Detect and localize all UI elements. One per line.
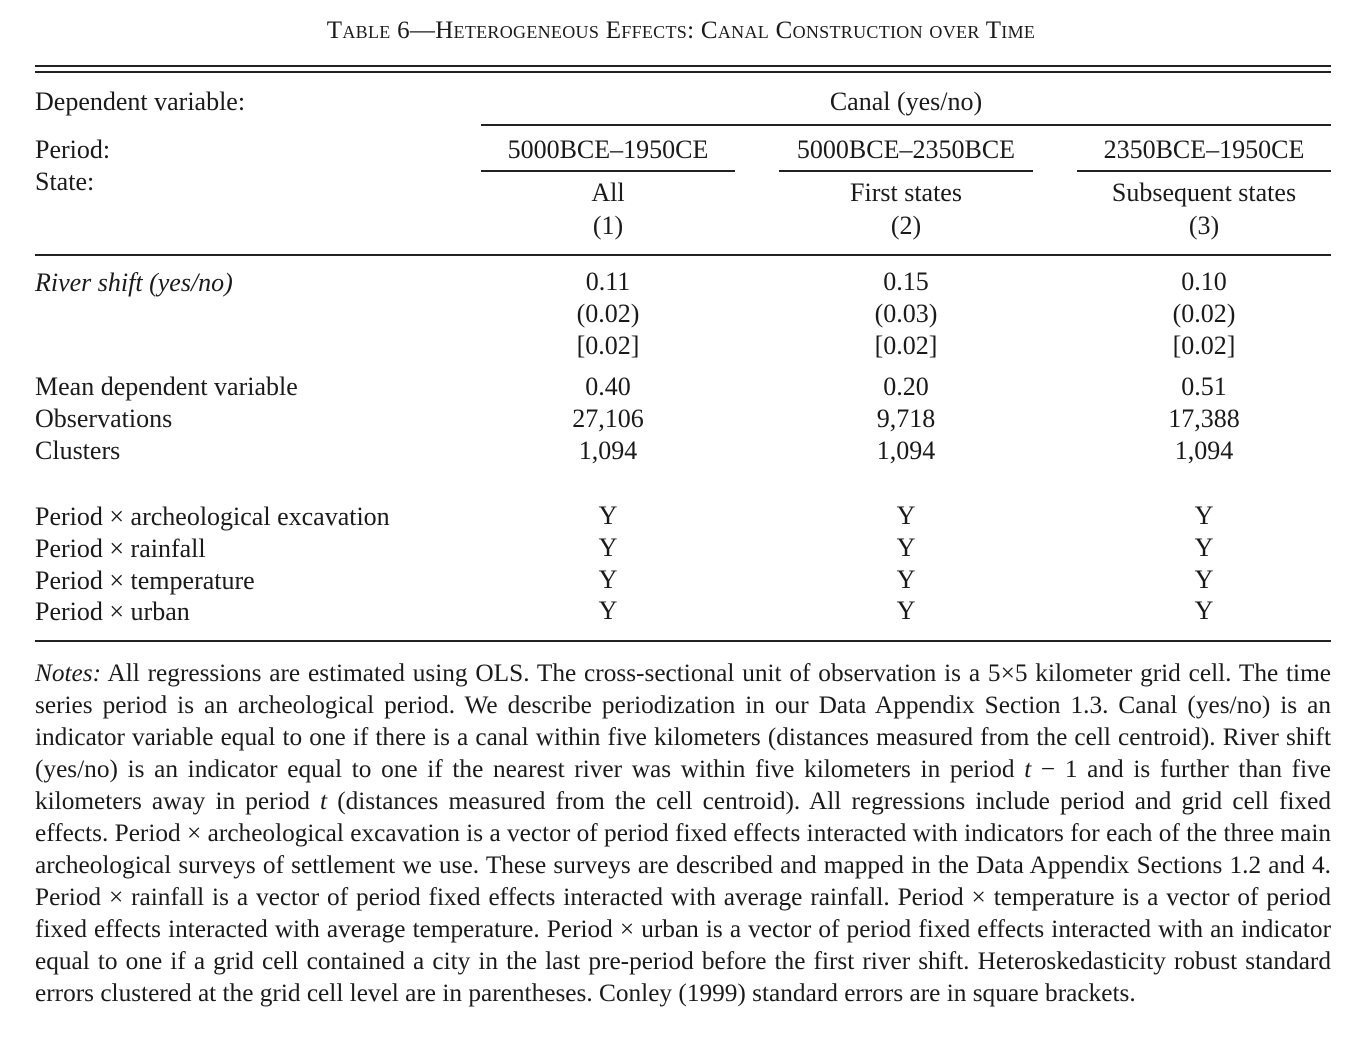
period-label: Period: bbox=[35, 135, 111, 164]
table-bottom-rule bbox=[35, 640, 1331, 642]
fe-excavation-col-2: Y bbox=[896, 501, 916, 530]
state-col-2: First states bbox=[850, 178, 962, 207]
observations-col-2: 9,718 bbox=[876, 404, 936, 433]
header-bottom-rule bbox=[35, 254, 1331, 256]
fe-urban-label: Period × urban bbox=[35, 597, 190, 626]
fe-rainfall-label: Period × rainfall bbox=[35, 534, 206, 563]
coef-col-2: 0.15 bbox=[883, 267, 929, 296]
observations-col-3: 17,388 bbox=[1168, 404, 1240, 433]
notes-variable-t-second: t bbox=[320, 787, 328, 815]
observations-label: Observations bbox=[35, 404, 173, 433]
period-col-2: 5000BCE–2350BCE bbox=[796, 135, 1016, 164]
observations-col-1: 27,106 bbox=[572, 404, 644, 433]
clusters-col-3: 1,094 bbox=[1174, 436, 1234, 465]
fe-temperature-col-1: Y bbox=[598, 565, 618, 594]
mean-dep-col-2: 0.20 bbox=[883, 372, 929, 401]
notes-variable-t-first: t bbox=[1024, 755, 1032, 783]
conley-se-col-3: [0.02] bbox=[1172, 331, 1236, 360]
period-rule-col-3 bbox=[1077, 170, 1331, 172]
period-rule-col-1 bbox=[481, 170, 735, 172]
state-col-3: Subsequent states bbox=[1111, 178, 1297, 207]
fe-rainfall-col-2: Y bbox=[896, 533, 916, 562]
column-number-2: (2) bbox=[890, 211, 922, 240]
robust-se-col-2: (0.03) bbox=[874, 299, 938, 328]
fe-urban-col-2: Y bbox=[896, 596, 916, 625]
clusters-label: Clusters bbox=[35, 436, 121, 465]
river-shift-label bbox=[35, 267, 233, 299]
fe-excavation-col-3: Y bbox=[1194, 501, 1214, 530]
clusters-col-2: 1,094 bbox=[876, 436, 936, 465]
mean-dep-col-3: 0.51 bbox=[1181, 372, 1227, 401]
notes-text-part-1: All regressions are estimated using OLS. The cross-sectional unit of observation is a 5×5 kilometer grid cell. The time series period is an archeological period. We describe periodization in our Data Appendix Section 1.3. Canal (yes/no) is an indicator variable equal to one if there is a canal within five kilometers (distances measured from the cell centroid). River shift (yes/no) is an indicator equal to one if the nearest river was within five kilometers in period bbox=[35, 659, 1331, 783]
period-col-1: 5000BCE–1950CE bbox=[507, 135, 709, 164]
mean-dependent-variable-label: Mean dependent variable bbox=[35, 372, 298, 401]
top-rule-upper bbox=[35, 65, 1331, 67]
fe-excavation-label: Period × archeological excavation bbox=[35, 502, 390, 531]
table-notes bbox=[35, 657, 1331, 1009]
fe-temperature-label: Period × temperature bbox=[35, 566, 255, 595]
notes-label: Notes: bbox=[35, 659, 102, 687]
conley-se-col-2: [0.02] bbox=[874, 331, 938, 360]
fe-temperature-col-2: Y bbox=[896, 565, 916, 594]
notes-text-part-2: − 1 and is further than five kilometers away in period bbox=[35, 755, 1331, 815]
dependent-variable-label: Dependent variable: bbox=[35, 87, 246, 116]
fe-temperature-col-3: Y bbox=[1194, 565, 1214, 594]
river-shift-label-parenthetical: (yes/no) bbox=[149, 268, 233, 297]
state-col-1: All bbox=[591, 178, 625, 207]
river-shift-label-italic: River shift bbox=[35, 268, 143, 297]
fe-excavation-col-1: Y bbox=[598, 501, 618, 530]
table-title: Table 6—Heterogeneous Effects: Canal Construction over Time bbox=[326, 17, 1036, 44]
fe-rainfall-col-1: Y bbox=[598, 533, 618, 562]
coef-col-1: 0.11 bbox=[585, 267, 631, 296]
fe-rainfall-col-3: Y bbox=[1194, 533, 1214, 562]
period-col-3: 2350BCE–1950CE bbox=[1103, 135, 1305, 164]
mean-dep-col-1: 0.40 bbox=[585, 372, 631, 401]
conley-se-col-1: [0.02] bbox=[576, 331, 640, 360]
dependent-variable-value: Canal (yes/no) bbox=[829, 87, 983, 116]
notes-text-part-3: (distances measured from the cell centroid). All regressions include period and grid cell fixed effects. Period × archeological excavation is a vector of period fixed effects interacted with indicators for each of the three main archeological surveys of settlement we use. These surveys are described and mapped in the Data Appendix Sections 1.2 and 4. Period × rainfall is a vector of period fixed effects interacted with average rainfall. Period × temperature is a vector of period fixed effects interacted with average temperature. Period × urban is a vector of period fixed effects interacted with an indicator equal to one if a grid cell contained a city in the last pre-period before the first river shift. Heteroskedasticity robust standard errors clustered at the grid cell level are in parentheses. Conley (1999) standard errors are in square brackets. bbox=[35, 787, 1331, 1007]
period-rule-col-2 bbox=[779, 170, 1033, 172]
dependent-variable-spanner-rule bbox=[481, 124, 1331, 126]
fe-urban-col-3: Y bbox=[1194, 596, 1214, 625]
fe-urban-col-1: Y bbox=[598, 596, 618, 625]
state-label: State: bbox=[35, 167, 95, 196]
clusters-col-1: 1,094 bbox=[578, 436, 638, 465]
coef-col-3: 0.10 bbox=[1181, 267, 1227, 296]
top-rule-lower bbox=[35, 71, 1331, 73]
column-number-1: (1) bbox=[592, 211, 624, 240]
column-number-3: (3) bbox=[1188, 211, 1220, 240]
robust-se-col-3: (0.02) bbox=[1172, 299, 1236, 328]
robust-se-col-1: (0.02) bbox=[576, 299, 640, 328]
